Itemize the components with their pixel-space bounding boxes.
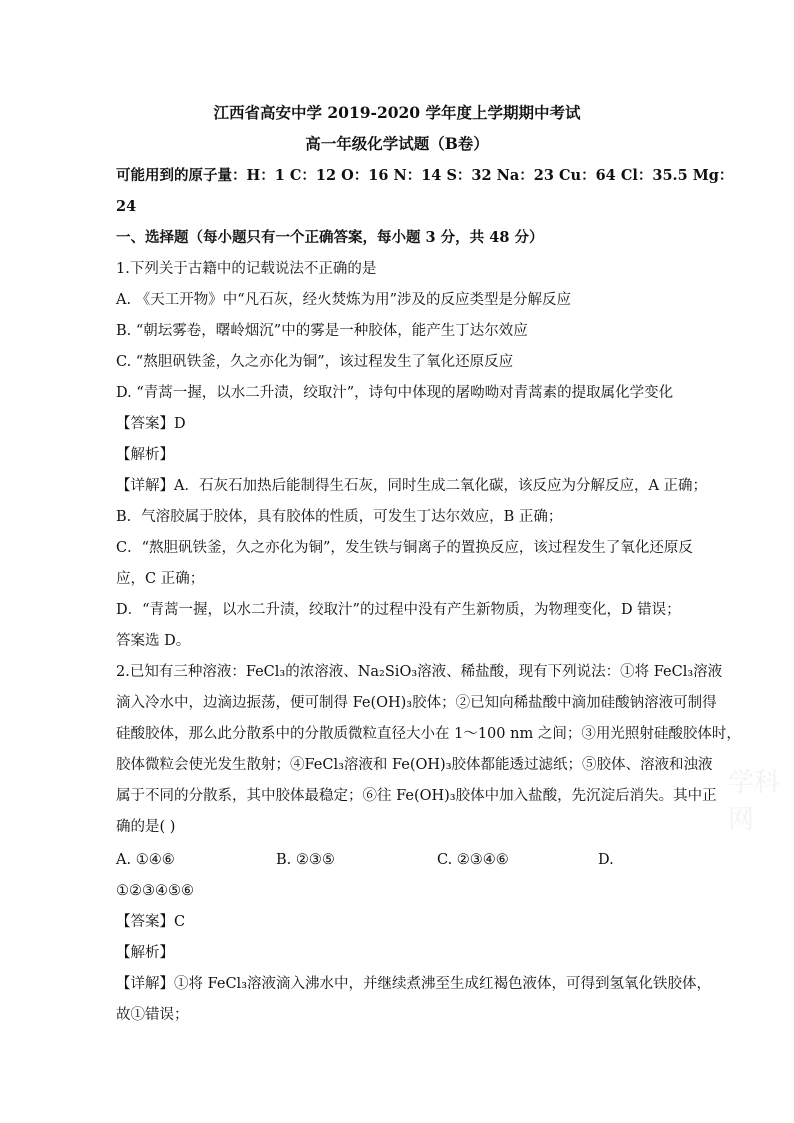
q1-answer: 【答案】D — [116, 416, 186, 432]
q2-answer: 【答案】C — [116, 914, 186, 930]
q2-option-a: A. ①④⑥ — [116, 852, 175, 868]
atomic-mass-line: 可能用到的原子量：H：1 C：12 O：16 N：14 S：32 Na：23 Cu：64 Cl：35.5 Mg： — [116, 167, 734, 184]
q1-detail-line: 答案选 D。 — [116, 633, 191, 649]
q1-option-b: B. “朝坛雾卷，曙岭烟沉”中的雾是一种胶体，能产生丁达尔效应 — [116, 323, 528, 339]
q2-detail-line: 【详解】①将 FeCl₃溶液滴入沸水中，并继续煮沸至生成红褐色液体，可得到氢氧化铁胶体， — [116, 976, 711, 992]
q2-detail-line: 故①错误； — [116, 1007, 189, 1023]
q2-option-c: C. ②③④⑥ — [437, 852, 509, 868]
q2-option-b: B. ②③⑤ — [276, 852, 335, 868]
question-2-stem: 胶体微粒会使光发生散射；④FeCl₃溶液和 Fe(OH)₃胶体都能透过滤纸；⑤胶体、溶液和浊液 — [116, 757, 713, 773]
exam-title: 江西省高安中学 2019-2020 学年度上学期期中考试 — [213, 103, 581, 122]
q1-option-d: D. “青蒿一握，以水二升渍，绞取汁”，诗句中体现的屠呦呦对青蒿素的提取属化学变化 — [116, 385, 674, 401]
question-2-stem: 滴入冷水中，边滴边振荡，便可制得 Fe(OH)₃胶体；②已知向稀盐酸中滴加硅酸钠溶液可制得 — [116, 695, 717, 711]
watermark: 学科网 — [728, 768, 781, 835]
q1-detail-line: 应，C 正确； — [116, 571, 205, 587]
q1-detail-line: D．“青蒿一握，以水二升渍，绞取汁”的过程中没有产生新物质，为物理变化，D 错误； — [116, 602, 681, 618]
question-2-stem: 属于不同的分散系，其中胶体最稳定；⑥往 Fe(OH)₃胶体中加入盐酸，先沉淀后消失。其中正 — [116, 788, 717, 804]
q1-option-c: C. “熬胆矾铁釜，久之亦化为铜”，该过程发生了氧化还原反应 — [116, 354, 514, 370]
q1-analysis-label: 【解析】 — [116, 447, 174, 463]
exam-subtitle: 高一年级化学试题（B卷） — [305, 134, 489, 153]
q2-option-d-cont: ①②③④⑤⑥ — [116, 883, 194, 899]
question-2-stem: 2.已知有三种溶液：FeCl₃的浓溶液、Na₂SiO₃溶液、稀盐酸，现有下列说法：①将 FeCl₃溶液 — [116, 664, 723, 680]
q1-detail-line: C．“熬胆矾铁釜，久之亦化为铜”，发生铁与铜离子的置换反应，该过程发生了氧化还原反 — [116, 540, 693, 556]
q1-detail-line: B．气溶胶属于胶体，具有胶体的性质，可发生丁达尔效应，B 正确； — [116, 509, 563, 525]
q2-analysis-label: 【解析】 — [116, 945, 174, 961]
atomic-mass-line-cont: 24 — [116, 198, 137, 215]
question-2-stem: 确的是( ) — [116, 819, 176, 835]
section-heading: 一、选择题（每小题只有一个正确答案，每小题 3 分，共 48 分） — [116, 229, 544, 246]
q1-detail-line: 【详解】A．石灰石加热后能制得生石灰，同时生成二氧化碳，该反应为分解反应，A 正确； — [116, 478, 708, 494]
question-1-stem: 1.下列关于古籍中的记载说法不正确的是 — [116, 261, 377, 277]
q1-option-a: A. 《天工开物》中“凡石灰，经火焚炼为用”涉及的反应类型是分解反应 — [116, 292, 572, 308]
q2-option-d: D. — [598, 852, 614, 868]
question-2-stem: 硅酸胶体，那么此分散系中的分散质微粒直径大小在 1～100 nm 之间；③用光照射硅酸胶体时， — [116, 726, 741, 742]
